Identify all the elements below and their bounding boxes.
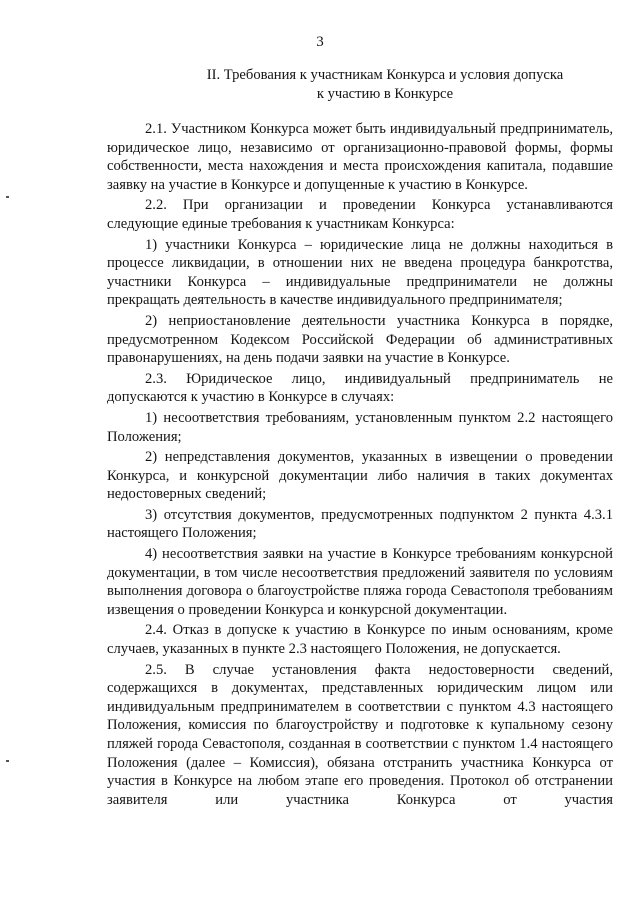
paragraph-2-2-item-2: 2) неприостановление деятельности участника Конкурса в порядке, предусмотренном Кодексом Российской Федерации об административных правонарушениях, на день подачи заявки на участие в Конкурсе. <box>107 312 613 367</box>
paragraph-2-2-item-1: 1) участники Конкурса – юридические лица не должны находиться в процессе ликвидации, в отношении них не введена процедура банкротства, участники Конкурса – индивидуальные предприниматели не должны прекращать деятельность в качестве индивидуального предпринимателя; <box>107 236 613 309</box>
section-heading-line-1: II. Требования к участникам Конкурса и условия допуска <box>206 67 564 83</box>
paragraph-2-3-item-3: 3) отсутствия документов, предусмотренных подпунктом 2 пункта 4.3.1 настоящего Положения; <box>107 506 613 542</box>
document-body <box>107 120 613 809</box>
paragraph-2-3: 2.3. Юридическое лицо, индивидуальный предприниматель не допускаются к участию в Конкурсе в случаях: <box>107 370 613 406</box>
page-number: 3 <box>316 34 324 50</box>
paragraph-2-3-item-2: 2) непредставления документов, указанных в извещении о проведении Конкурса, и конкурсной документации либо наличия в таких документах недостоверных сведений; <box>107 449 613 503</box>
paragraph-2-3-item-1: 1) несоответствия требованиям, установленным пунктом 2.2 настоящего Положения; <box>107 409 613 445</box>
section-heading-line-2: к участию в Конкурсе <box>316 86 454 102</box>
scan-mark <box>6 196 9 198</box>
paragraph-2-5: 2.5. В случае установления факта недостоверности сведений, содержащихся в документах, представленных юридическим лицом или индивидуальным предпринимателем в соответствии с пунктом 4.3 настоящего Положения, комиссия по благоустройству и подготовке к купальному сезону пляжей города Севастополя, созданная в соответствии с пунктом 1.4 настоящего Положения (далее – Комиссия), обязана отстранить участника Конкурса от участия в Конкурсе на любом этапе его проведения. Протокол об отстранении заявителя или участника Конкурса от участия <box>107 661 613 808</box>
scan-mark <box>6 760 9 762</box>
paragraph-2-3-item-4: 4) несоответствия заявки на участие в Конкурсе требованиям конкурсной документации, в том числе несоответствия предложений заявителя по условиям выполнения договора о благоустройстве пляжа города Севастополя требованиям извещения о проведении Конкурса и конкурсной документации. <box>107 546 613 618</box>
paragraph-2-4: 2.4. Отказ в допуске к участию в Конкурсе по иным основаниям, кроме случаев, указанных в пункте 2.3 настоящего Положения, не допускается. <box>107 622 613 658</box>
paragraph-2-1: 2.1. Участником Конкурса может быть индивидуальный предприниматель, юридическое лицо, независимо от организационно-правовой формы, формы собственности, места нахождения и места происхождения капитала, подавшие заявку на участие в Конкурсе и допущенные к участию в Конкурсе. <box>107 121 613 193</box>
paragraph-2-2: 2.2. При организации и проведении Конкурса устанавливаются следующие единые требования к участникам Конкурса: <box>107 197 613 232</box>
section-heading <box>150 66 620 104</box>
